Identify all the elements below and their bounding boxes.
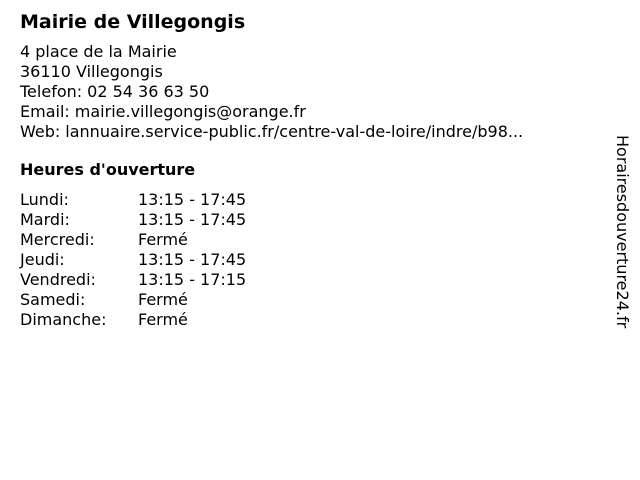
day-label: Dimanche: xyxy=(20,310,107,329)
day-label: Jeudi: xyxy=(20,250,65,269)
day-label: Samedi: xyxy=(20,290,86,309)
web-line xyxy=(20,122,600,142)
hours-row-wednesday xyxy=(20,230,600,250)
day-hours: 13:15 - 17:45 xyxy=(138,250,247,269)
office-card xyxy=(20,10,600,330)
phone-label: Telefon: xyxy=(20,82,83,101)
phone-link[interactable]: 02 54 36 63 50 xyxy=(87,82,210,101)
day-hours: Fermé xyxy=(138,310,188,329)
phone-line xyxy=(20,82,600,102)
hours-row-saturday xyxy=(20,290,600,310)
day-hours: Fermé xyxy=(138,230,188,249)
web-link[interactable]: lannuaire.service-public.fr/centre-val-de-loire/indre/b98... xyxy=(65,122,524,141)
day-label: Vendredi: xyxy=(20,270,96,289)
hours-row-friday xyxy=(20,270,600,290)
day-hours: 13:15 - 17:45 xyxy=(138,190,247,209)
hours-row-tuesday xyxy=(20,210,600,230)
hours-table xyxy=(20,190,600,330)
day-label: Mercredi: xyxy=(20,230,95,249)
email-label: Email: xyxy=(20,102,70,121)
email-link[interactable]: mairie.villegongis@orange.fr xyxy=(74,102,306,121)
web-label: Web: xyxy=(20,122,61,141)
hours-row-monday xyxy=(20,190,600,210)
day-label: Mardi: xyxy=(20,210,70,229)
hours-row-thursday xyxy=(20,250,600,270)
email-line xyxy=(20,102,600,122)
day-hours: 13:15 - 17:45 xyxy=(138,210,247,229)
hours-title: Heures d'ouverture xyxy=(20,160,196,179)
office-name: Mairie de Villegongis xyxy=(20,11,246,33)
hours-row-sunday xyxy=(20,310,600,330)
day-hours: Fermé xyxy=(138,290,188,309)
address-line-2: 36110 Villegongis xyxy=(20,62,163,81)
day-label: Lundi: xyxy=(20,190,69,209)
brand-watermark: Horairesdouverture24.fr xyxy=(613,135,632,329)
day-hours: 13:15 - 17:15 xyxy=(138,270,247,289)
address-line-1: 4 place de la Mairie xyxy=(20,42,177,61)
